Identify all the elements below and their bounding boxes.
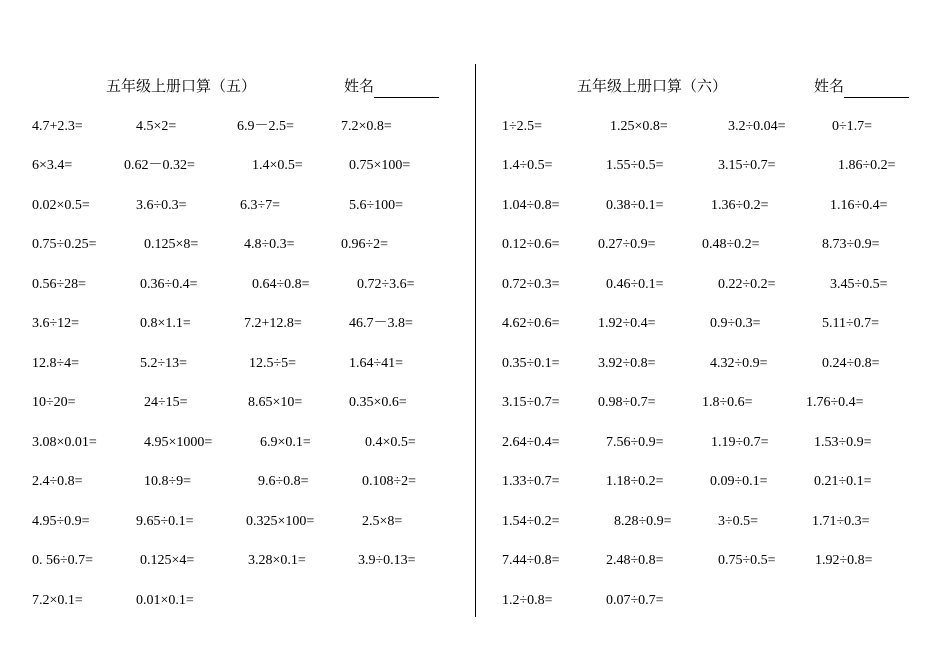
problem-item: 3.28×0.1= bbox=[248, 553, 306, 568]
problem-item: 0.125×4= bbox=[140, 553, 195, 568]
problem-item: 1.33÷0.7= bbox=[502, 474, 560, 489]
problem-item: 1.16÷0.4= bbox=[830, 198, 888, 213]
problem-item: 1.4×0.5= bbox=[252, 158, 303, 173]
center-divider-line bbox=[475, 64, 476, 617]
problem-item: 12.8÷4= bbox=[32, 356, 80, 371]
problem-item: 6.3÷7= bbox=[240, 198, 281, 213]
problem-item: 3.2÷0.04= bbox=[728, 119, 786, 134]
name-blank-line-left bbox=[374, 97, 439, 98]
problem-item: 1.2÷0.8= bbox=[502, 593, 553, 608]
problem-item: 1.92÷0.8= bbox=[815, 553, 873, 568]
problem-item: 4.7+2.3= bbox=[32, 119, 83, 134]
problem-item: 1.04÷0.8= bbox=[502, 198, 560, 213]
problem-item: 1.55÷0.5= bbox=[606, 158, 664, 173]
problem-item: 1.54÷0.2= bbox=[502, 514, 560, 529]
problem-item: 0.56÷28= bbox=[32, 277, 87, 292]
problem-item: 0.21÷0.1= bbox=[814, 474, 872, 489]
problem-item: 1.53÷0.9= bbox=[814, 435, 872, 450]
problem-item: 12.5÷5= bbox=[249, 356, 297, 371]
problem-item: 0.09÷0.1= bbox=[710, 474, 768, 489]
problem-item: 4.62÷0.6= bbox=[502, 316, 560, 331]
problem-item: 0.9÷0.3= bbox=[710, 316, 761, 331]
problem-item: 0.38÷0.1= bbox=[606, 198, 664, 213]
problem-item: 10÷20= bbox=[32, 395, 76, 410]
problem-item: 0.4×0.5= bbox=[365, 435, 416, 450]
problem-item: 0.12÷0.6= bbox=[502, 237, 560, 252]
problem-item: 9.65÷0.1= bbox=[136, 514, 194, 529]
problem-item: 3÷0.5= bbox=[718, 514, 759, 529]
problem-item: 3.6÷0.3= bbox=[136, 198, 187, 213]
problem-item: 1.18÷0.2= bbox=[606, 474, 664, 489]
problem-item: 5.6÷100= bbox=[349, 198, 404, 213]
problem-item: 6.9－2.5= bbox=[237, 119, 294, 134]
name-blank-line-right bbox=[844, 97, 909, 98]
problem-item: 0.75÷0.5= bbox=[718, 553, 776, 568]
problem-item: 7.44÷0.8= bbox=[502, 553, 560, 568]
problem-item: 6.9×0.1= bbox=[260, 435, 311, 450]
problem-item: 0÷1.7= bbox=[832, 119, 873, 134]
problem-item: 0.72÷3.6= bbox=[357, 277, 415, 292]
name-label-left: 姓名 bbox=[344, 79, 375, 95]
problem-item: 0.62－0.32= bbox=[124, 158, 195, 173]
problem-item: 0.75×100= bbox=[349, 158, 411, 173]
problem-item: 5.2÷13= bbox=[140, 356, 188, 371]
sheet-title-left: 五年级上册口算（五） bbox=[106, 79, 257, 95]
problem-item: 1.25×0.8= bbox=[610, 119, 668, 134]
problem-item: 0.75÷0.25= bbox=[32, 237, 97, 252]
problem-item: 5.11÷0.7= bbox=[822, 316, 880, 331]
problem-item: 1.64÷41= bbox=[349, 356, 404, 371]
problem-item: 1.19÷0.7= bbox=[711, 435, 769, 450]
problem-item: 4.95×1000= bbox=[144, 435, 213, 450]
problem-item: 7.2×0.8= bbox=[341, 119, 392, 134]
problem-item: 1÷2.5= bbox=[502, 119, 543, 134]
problem-item: 8.65×10= bbox=[248, 395, 303, 410]
problem-item: 0.36÷0.4= bbox=[140, 277, 198, 292]
problem-item: 10.8÷9= bbox=[144, 474, 192, 489]
problem-item: 3.9÷0.13= bbox=[358, 553, 416, 568]
problem-item: 0.125×8= bbox=[144, 237, 199, 252]
problem-item: 0.22÷0.2= bbox=[718, 277, 776, 292]
problem-item: 4.5×2= bbox=[136, 119, 177, 134]
problem-item: 9.6÷0.8= bbox=[258, 474, 309, 489]
problem-item: 2.4÷0.8= bbox=[32, 474, 83, 489]
problem-item: 0.35×0.6= bbox=[349, 395, 407, 410]
problem-item: 3.08×0.01= bbox=[32, 435, 97, 450]
problem-item: 7.56÷0.9= bbox=[606, 435, 664, 450]
problem-item: 0.02×0.5= bbox=[32, 198, 90, 213]
problem-item: 46.7－3.8= bbox=[349, 316, 413, 331]
problem-item: 4.32÷0.9= bbox=[710, 356, 768, 371]
problem-item: 1.71÷0.3= bbox=[812, 514, 870, 529]
problem-item: 0.72÷0.3= bbox=[502, 277, 560, 292]
problem-item: 1.36÷0.2= bbox=[711, 198, 769, 213]
problem-item: 8.28÷0.9= bbox=[614, 514, 672, 529]
sheet-title-right: 五年级上册口算（六） bbox=[577, 79, 728, 95]
problem-item: 0.48÷0.2= bbox=[702, 237, 760, 252]
problem-item: 8.73÷0.9= bbox=[822, 237, 880, 252]
problem-item: 2.48÷0.8= bbox=[606, 553, 664, 568]
problem-item: 1.4÷0.5= bbox=[502, 158, 553, 173]
problem-item: 0.98÷0.7= bbox=[598, 395, 656, 410]
problem-item: 3.15÷0.7= bbox=[502, 395, 560, 410]
name-label-right: 姓名 bbox=[814, 79, 845, 95]
problem-item: 0.35÷0.1= bbox=[502, 356, 560, 371]
problem-item: 0.46÷0.1= bbox=[606, 277, 664, 292]
problem-item: 0.01×0.1= bbox=[136, 593, 194, 608]
problem-item: 1.76÷0.4= bbox=[806, 395, 864, 410]
problem-item: 2.5×8= bbox=[362, 514, 403, 529]
problem-item: 1.92÷0.4= bbox=[598, 316, 656, 331]
problem-item: 1.8÷0.6= bbox=[702, 395, 753, 410]
problem-item: 3.15÷0.7= bbox=[718, 158, 776, 173]
problem-item: 2.64÷0.4= bbox=[502, 435, 560, 450]
problem-item: 0.27÷0.9= bbox=[598, 237, 656, 252]
problem-item: 0.07÷0.7= bbox=[606, 593, 664, 608]
problem-item: 3.92÷0.8= bbox=[598, 356, 656, 371]
problem-item: 24÷15= bbox=[144, 395, 188, 410]
problem-item: 4.8÷0.3= bbox=[244, 237, 295, 252]
problem-item: 0. 56÷0.7= bbox=[32, 553, 94, 568]
problem-item: 1.86÷0.2= bbox=[838, 158, 896, 173]
problem-item: 0.325×100= bbox=[246, 514, 315, 529]
problem-item: 0.64÷0.8= bbox=[252, 277, 310, 292]
problem-item: 7.2+12.8= bbox=[244, 316, 302, 331]
problem-item: 0.108÷2= bbox=[362, 474, 417, 489]
problem-item: 3.6÷12= bbox=[32, 316, 80, 331]
problem-item: 0.8×1.1= bbox=[140, 316, 191, 331]
problem-item: 7.2×0.1= bbox=[32, 593, 83, 608]
problem-item: 0.24÷0.8= bbox=[822, 356, 880, 371]
problem-item: 0.96÷2= bbox=[341, 237, 389, 252]
problem-item: 4.95÷0.9= bbox=[32, 514, 90, 529]
problem-item: 3.45÷0.5= bbox=[830, 277, 888, 292]
problem-item: 6×3.4= bbox=[32, 158, 73, 173]
